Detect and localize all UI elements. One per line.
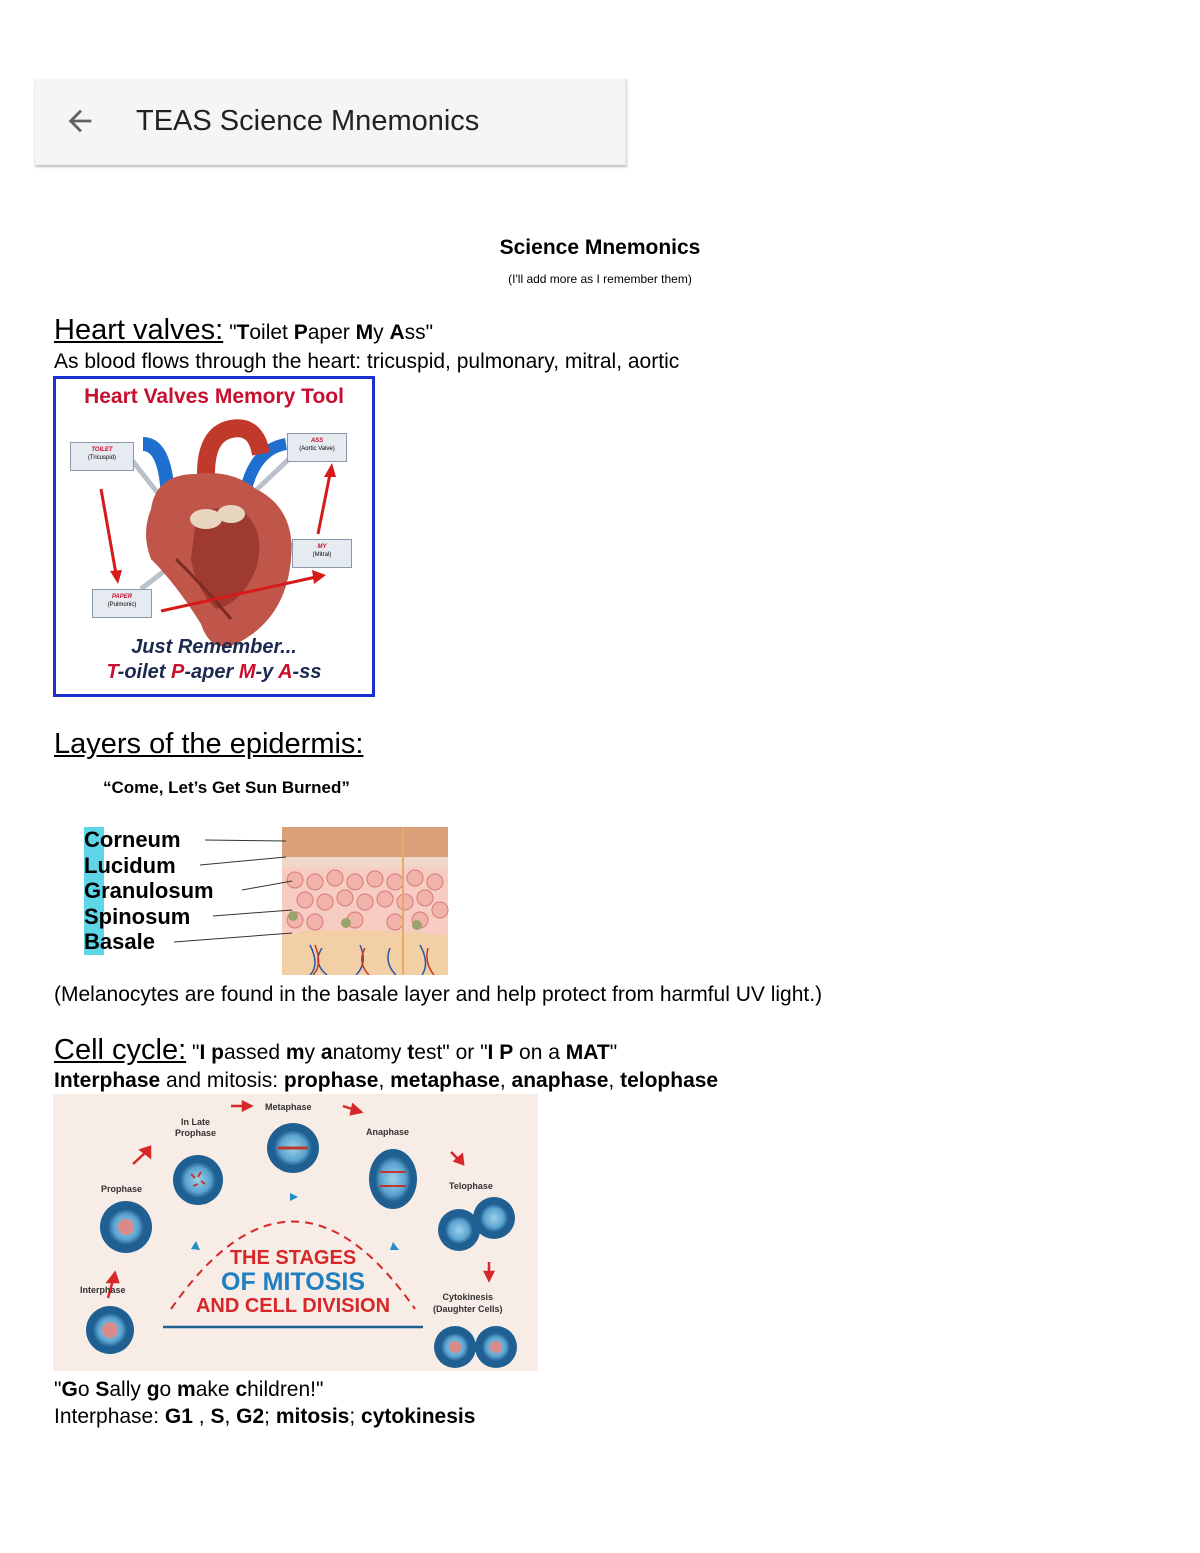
layer-spinosum: Spinosum <box>84 903 191 929</box>
arrow-left-icon[interactable] <box>63 104 97 138</box>
mnemonic-word: -aper <box>184 661 239 683</box>
layer-corneum: Corneum <box>84 827 181 852</box>
mnemonic-word: -y <box>255 661 279 683</box>
label-valve: (Pulmonic) <box>107 602 137 608</box>
mnemonic-letter: m <box>177 1378 196 1401</box>
mnemonic-letter: m <box>285 1041 305 1064</box>
mnemonic-letter: c <box>235 1378 248 1401</box>
cell-anaphase <box>369 1149 417 1209</box>
cell-interphase <box>86 1306 134 1354</box>
melanocytes-note: (Melanocytes are found in the basale layer and help protect from harmful UV light.) <box>54 983 823 1006</box>
mnemonic-letter: P <box>171 661 185 683</box>
stage-g1: G1 <box>164 1405 193 1428</box>
mnemonic-letter: a <box>320 1041 333 1064</box>
label-toilet <box>70 442 134 471</box>
cell-cycle-heading-line <box>54 1034 617 1067</box>
label-late-prophase <box>175 1117 216 1139</box>
cell-late-prophase <box>173 1155 223 1205</box>
label-ass <box>287 433 347 462</box>
cell-prophase <box>100 1201 152 1253</box>
label-line: Prophase <box>175 1128 217 1138</box>
mitosis-title <box>163 1246 423 1318</box>
label-paper <box>92 589 152 618</box>
app-bar <box>35 79 627 165</box>
mitosis-title-line3: AND CELL DIVISION <box>195 1295 391 1317</box>
mnemonic-word: o <box>77 1378 96 1401</box>
separator: ; <box>264 1405 276 1428</box>
mnemonic-letter: t <box>407 1041 415 1064</box>
heart-flow-text: As blood flows through the heart: tricuspid, pulmonary, mitral, aortic <box>54 350 680 373</box>
label-line: In Late <box>181 1117 211 1127</box>
phase-connector: and mitosis: <box>160 1069 284 1092</box>
label-word: ASS <box>310 438 324 444</box>
mnemonic-letter: I <box>199 1041 206 1064</box>
label-word: PAPER <box>111 594 133 600</box>
mnemonic-word: assed <box>223 1041 286 1064</box>
just-remember-text: Just Remember... <box>131 636 297 658</box>
quote-mark: " <box>54 1378 62 1401</box>
mnemonic-letter: A <box>278 661 293 683</box>
heart-image-title: Heart Valves Memory Tool <box>84 385 344 408</box>
separator: , <box>499 1069 512 1092</box>
mnemonic-word: est" or " <box>414 1041 488 1064</box>
cell-cytokinesis <box>434 1326 517 1368</box>
stage-g2: G2 <box>236 1405 265 1428</box>
phase-anaphase: anaphase <box>511 1069 609 1092</box>
cell-telophase <box>438 1197 515 1251</box>
mitosis-title-line1: THE STAGES <box>229 1247 357 1269</box>
label-line: Cytokinesis <box>442 1292 494 1302</box>
mnemonic-letter: T <box>106 661 118 683</box>
label-line: (Daughter Cells) <box>433 1304 503 1314</box>
mnemonic-letter: g <box>146 1378 160 1401</box>
phase-prophase: prophase <box>283 1069 379 1092</box>
layer-basale: Basale <box>84 929 155 954</box>
mnemonic-word: aper <box>307 321 356 344</box>
mitosis-diagram <box>53 1094 538 1371</box>
document-title: Science Mnemonics <box>499 236 701 259</box>
mnemonic-word: ake <box>195 1378 236 1401</box>
mnemonic-letter: P <box>293 321 308 344</box>
go-sally-line <box>54 1378 323 1402</box>
phase-telophase: telophase <box>620 1069 719 1092</box>
label-interphase: Interphase <box>80 1285 126 1295</box>
mnemonic-word: ally <box>109 1378 147 1401</box>
label-anaphase: Anaphase <box>366 1127 410 1137</box>
mitosis-stages-image <box>53 1094 538 1371</box>
mnemonic-letters: I P <box>487 1041 514 1064</box>
label-word: TOILET <box>91 447 113 453</box>
label-metaphase: Metaphase <box>265 1102 312 1112</box>
mnemonic-word: o <box>159 1378 178 1401</box>
epidermis-heading: Layers of the epidermis: <box>54 728 364 760</box>
mnemonic-word: -oilet <box>117 661 171 683</box>
skin-illustration <box>60 770 460 975</box>
quote-mark: " <box>609 1041 618 1064</box>
mnemonic-word: -ss <box>292 661 322 683</box>
mnemonic-word: y <box>373 321 390 344</box>
separator: ; <box>349 1405 362 1428</box>
label-word: MY <box>317 544 327 550</box>
app-bar-title: TEAS Science Mnemonics <box>136 105 480 137</box>
mitosis-title-line2: OF MITOSIS <box>221 1268 365 1296</box>
mnemonic-word: natomy <box>332 1041 408 1064</box>
cell-phases-line <box>54 1069 718 1093</box>
quote-mark: " <box>223 321 237 344</box>
cell-metaphase <box>267 1123 319 1173</box>
stage-cytokinesis: cytokinesis <box>361 1405 476 1428</box>
mnemonic-letter: A <box>389 321 405 344</box>
mnemonic-letter: p <box>211 1041 224 1064</box>
heart-heading-line <box>54 314 433 347</box>
mnemonic-word: ss" <box>404 321 434 344</box>
mnemonic-letter: S <box>95 1378 110 1401</box>
heart-mnemonic-line <box>56 661 372 684</box>
phase-metaphase: metaphase <box>390 1069 500 1092</box>
heart-valves-image <box>53 376 375 697</box>
separator: , <box>378 1069 391 1092</box>
cell-cycle-heading: Cell cycle: <box>54 1034 187 1066</box>
quote-mark: " <box>186 1041 200 1064</box>
interphase-stages-line <box>54 1405 475 1429</box>
label-telophase: Telophase <box>449 1181 493 1191</box>
separator: , <box>608 1069 621 1092</box>
document-subtitle: (I'll add more as I remember them) <box>508 272 692 286</box>
label-valve: (Mitral) <box>312 552 332 558</box>
mnemonic-letter: M <box>238 661 256 683</box>
epidermis-heading-line <box>54 728 363 761</box>
label-prophase: Prophase <box>101 1184 143 1194</box>
mnemonic-word: y <box>304 1041 321 1064</box>
stage-s: S <box>210 1405 225 1428</box>
mnemonic-word: oilet <box>249 321 294 344</box>
interphase-label: Interphase: <box>54 1405 165 1428</box>
label-cytokinesis <box>433 1291 503 1315</box>
layer-lucidum: Lucidum <box>84 852 176 878</box>
mnemonic-word: hildren!" <box>247 1378 324 1401</box>
heart-heading: Heart valves: <box>54 314 224 346</box>
epidermis-quote: “Come, Let’s Get Sun Burned” <box>103 778 350 797</box>
mnemonic-letter: T <box>236 321 250 344</box>
stage-mitosis: mitosis <box>275 1405 350 1428</box>
separator: , <box>224 1405 237 1428</box>
separator: , <box>192 1405 211 1428</box>
label-valve: (Aortic Valve) <box>299 446 335 452</box>
layer-granulosum: Granulosum <box>84 878 214 903</box>
mnemonic-letter: G <box>61 1378 78 1401</box>
label-valve: (Tricuspid) <box>87 455 117 461</box>
label-my <box>292 539 352 568</box>
epidermis-image <box>60 770 460 975</box>
mnemonic-word: on a <box>513 1041 566 1064</box>
mnemonic-letters: MAT <box>565 1041 610 1064</box>
mnemonic-letter: M <box>355 321 374 344</box>
phase-interphase: Interphase <box>54 1069 161 1092</box>
